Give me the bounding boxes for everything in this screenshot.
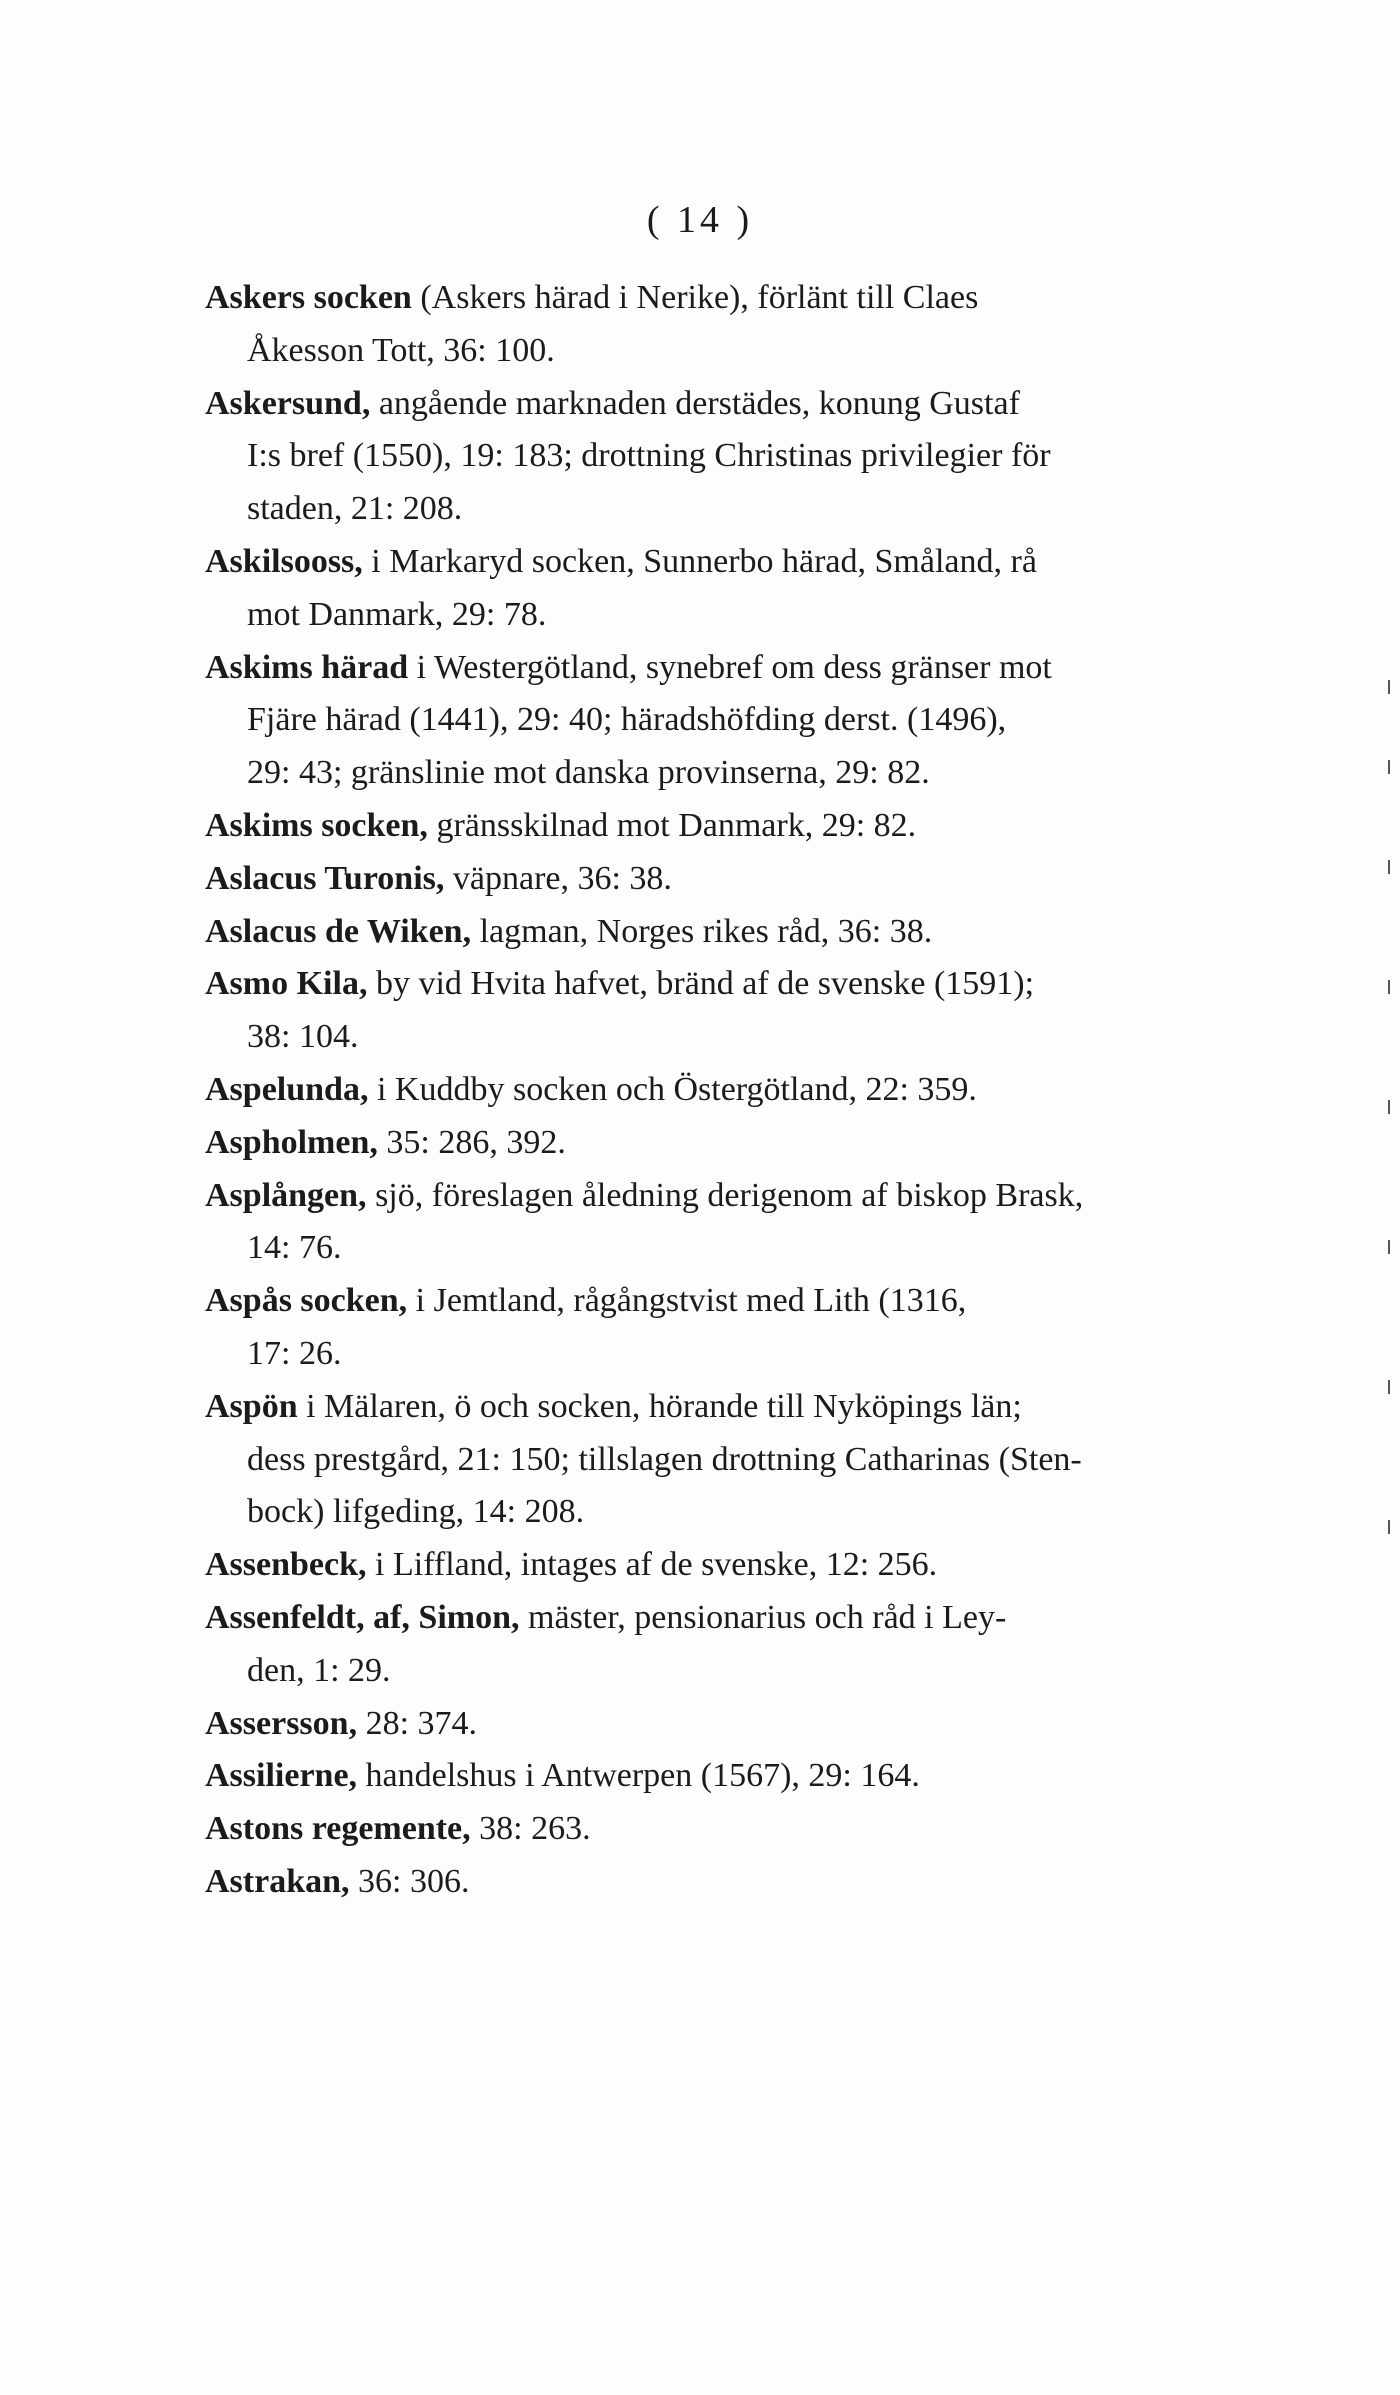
entry-line xyxy=(205,1592,1265,1645)
index-entry xyxy=(205,1170,1265,1276)
page-number: ( 14 ) xyxy=(646,199,754,241)
entry-text: 29: 43; gränslinie mot danska provinserna, 29: 82. xyxy=(247,754,930,792)
entry-line xyxy=(205,1856,1265,1909)
entry-text: 36: 306. xyxy=(358,1862,470,1900)
entry-text: väpnare, 36: 38. xyxy=(452,859,672,897)
index-entry xyxy=(205,906,1265,959)
entry-line xyxy=(205,1803,1265,1856)
index-entry xyxy=(205,1275,1265,1381)
entry-text: i Westergötland, synebref om dess gränser mot xyxy=(416,648,1052,686)
entry-line xyxy=(205,747,1265,800)
entry-line xyxy=(205,1381,1265,1434)
entry-text: i Mälaren, ö och socken, hörande till Nyköpings län; xyxy=(306,1387,1022,1425)
entry-line xyxy=(205,1117,1265,1170)
entry-text: Åkesson Tott, 36: 100. xyxy=(247,331,555,369)
entry-text: i Jemtland, rågångstvist med Lith (1316, xyxy=(415,1282,967,1320)
margin-mark xyxy=(1388,860,1390,874)
entry-line xyxy=(205,430,1265,483)
index-entry xyxy=(205,1856,1265,1909)
entry-headword: Aspelunda, xyxy=(205,1070,369,1108)
margin-mark xyxy=(1388,1100,1390,1114)
entry-text: den, 1: 29. xyxy=(247,1651,391,1689)
entry-headword: Astrakan, xyxy=(205,1862,350,1900)
entry-headword: Aslacus Turonis, xyxy=(205,859,445,897)
entry-line xyxy=(205,1539,1265,1592)
entry-text: (Askers härad i Nerike), förlänt till Claes xyxy=(420,279,979,316)
entry-line xyxy=(205,1170,1265,1223)
entry-line xyxy=(205,536,1265,589)
entry-text: mot Danmark, 29: 78. xyxy=(247,595,547,633)
margin-mark xyxy=(1388,1520,1390,1534)
entry-headword: Askersund, xyxy=(205,384,371,422)
entry-text: dess prestgård, 21: 150; tillslagen drottning Catharinas (Sten- xyxy=(247,1440,1082,1478)
entry-line xyxy=(205,272,1265,325)
entry-text: 38: 263. xyxy=(479,1810,591,1848)
entry-line xyxy=(205,1645,1265,1698)
index-entry xyxy=(205,272,1265,378)
index-entry xyxy=(205,1381,1265,1539)
entry-text: lagman, Norges rikes råd, 36: 38. xyxy=(479,912,933,950)
entry-line xyxy=(205,906,1265,959)
index-entry xyxy=(205,1117,1265,1170)
entry-headword: Askers socken xyxy=(205,279,412,316)
index-entry xyxy=(205,1698,1265,1751)
entry-headword: Askims socken, xyxy=(205,806,428,844)
entry-headword: Aspås socken, xyxy=(205,1282,408,1320)
entry-line xyxy=(205,1750,1265,1803)
entry-headword: Assersson, xyxy=(205,1704,358,1742)
entry-text: i Markaryd socken, Sunnerbo härad, Småland, rå xyxy=(371,542,1037,580)
entry-headword: Astons regemente, xyxy=(205,1810,471,1848)
entry-headword: Aspön xyxy=(205,1387,298,1425)
entry-line xyxy=(205,589,1265,642)
entry-line xyxy=(205,483,1265,536)
entry-headword: Aspholmen, xyxy=(205,1123,378,1161)
entry-line xyxy=(205,378,1265,431)
entry-headword: Assenfeldt, af, Simon, xyxy=(205,1598,520,1636)
entry-text: 35: 286, 392. xyxy=(386,1123,566,1161)
index-entry xyxy=(205,1592,1265,1698)
index-entry xyxy=(205,1750,1265,1803)
entry-text: by vid Hvita hafvet, bränd af de svenske (1591); xyxy=(375,965,1035,1003)
entry-line xyxy=(205,1434,1265,1487)
entry-headword: Askilsooss, xyxy=(205,542,363,580)
entry-line xyxy=(205,325,1265,378)
margin-mark xyxy=(1388,680,1390,694)
entry-line xyxy=(205,1486,1265,1539)
entry-text: handelshus i Antwerpen (1567), 29: 164. xyxy=(365,1757,920,1795)
index-entry xyxy=(205,853,1265,906)
entry-text: mäster, pensionarius och råd i Ley- xyxy=(528,1598,1007,1636)
index-entry xyxy=(205,1803,1265,1856)
entry-text: Fjäre härad (1441), 29: 40; häradshöfding derst. (1496), xyxy=(247,701,1007,739)
entry-text: 38: 104. xyxy=(247,1018,359,1056)
entry-line xyxy=(205,1011,1265,1064)
entry-text: 14: 76. xyxy=(247,1229,342,1267)
index-entry xyxy=(205,958,1265,1064)
entry-headword: Asplången, xyxy=(205,1176,367,1214)
entry-text: staden, 21: 208. xyxy=(247,490,463,528)
entry-text: i Liffland, intages af de svenske, 12: 256. xyxy=(375,1546,938,1584)
index-entry xyxy=(205,536,1265,642)
margin-mark xyxy=(1388,980,1390,994)
entry-line xyxy=(205,1698,1265,1751)
margin-marks xyxy=(1380,680,1400,1580)
margin-mark xyxy=(1388,1240,1390,1254)
entry-headword: Aslacus de Wiken, xyxy=(205,912,472,950)
margin-mark xyxy=(1388,1380,1390,1394)
index-entry xyxy=(205,1064,1265,1117)
entry-line xyxy=(205,1222,1265,1275)
entry-text: sjö, föreslagen åledning derigenom af biskop Brask, xyxy=(375,1176,1084,1214)
entry-text: 17: 26. xyxy=(247,1334,342,1372)
entry-line xyxy=(205,694,1265,747)
entry-line xyxy=(205,853,1265,906)
entry-headword: Asmo Kila, xyxy=(205,965,368,1003)
entry-text: 28: 374. xyxy=(365,1704,478,1742)
entry-line xyxy=(205,958,1265,1011)
entry-line xyxy=(205,800,1265,853)
index-entry xyxy=(205,1539,1265,1592)
entry-line xyxy=(205,1328,1265,1381)
entry-text: angående marknaden derstädes, konung Gustaf xyxy=(378,384,1020,422)
entry-text: I:s bref (1550), 19: 183; drottning Christinas privilegier för xyxy=(247,437,1051,475)
entry-headword: Assenbeck, xyxy=(205,1546,367,1584)
index-entry xyxy=(205,800,1265,853)
index-entries xyxy=(205,272,1265,1909)
index-entry xyxy=(205,378,1265,536)
entry-text: bock) lifgeding, 14: 208. xyxy=(247,1493,585,1531)
entry-text: i Kuddby socken och Östergötland, 22: 359. xyxy=(376,1070,977,1108)
entry-line xyxy=(205,1275,1265,1328)
margin-mark xyxy=(1388,760,1390,774)
entry-headword: Assilierne, xyxy=(205,1757,358,1795)
index-entry xyxy=(205,642,1265,800)
entry-text: gränsskilnad mot Danmark, 29: 82. xyxy=(436,806,917,844)
entry-headword: Askims härad xyxy=(205,648,409,686)
entry-line xyxy=(205,1064,1265,1117)
entry-line xyxy=(205,642,1265,695)
